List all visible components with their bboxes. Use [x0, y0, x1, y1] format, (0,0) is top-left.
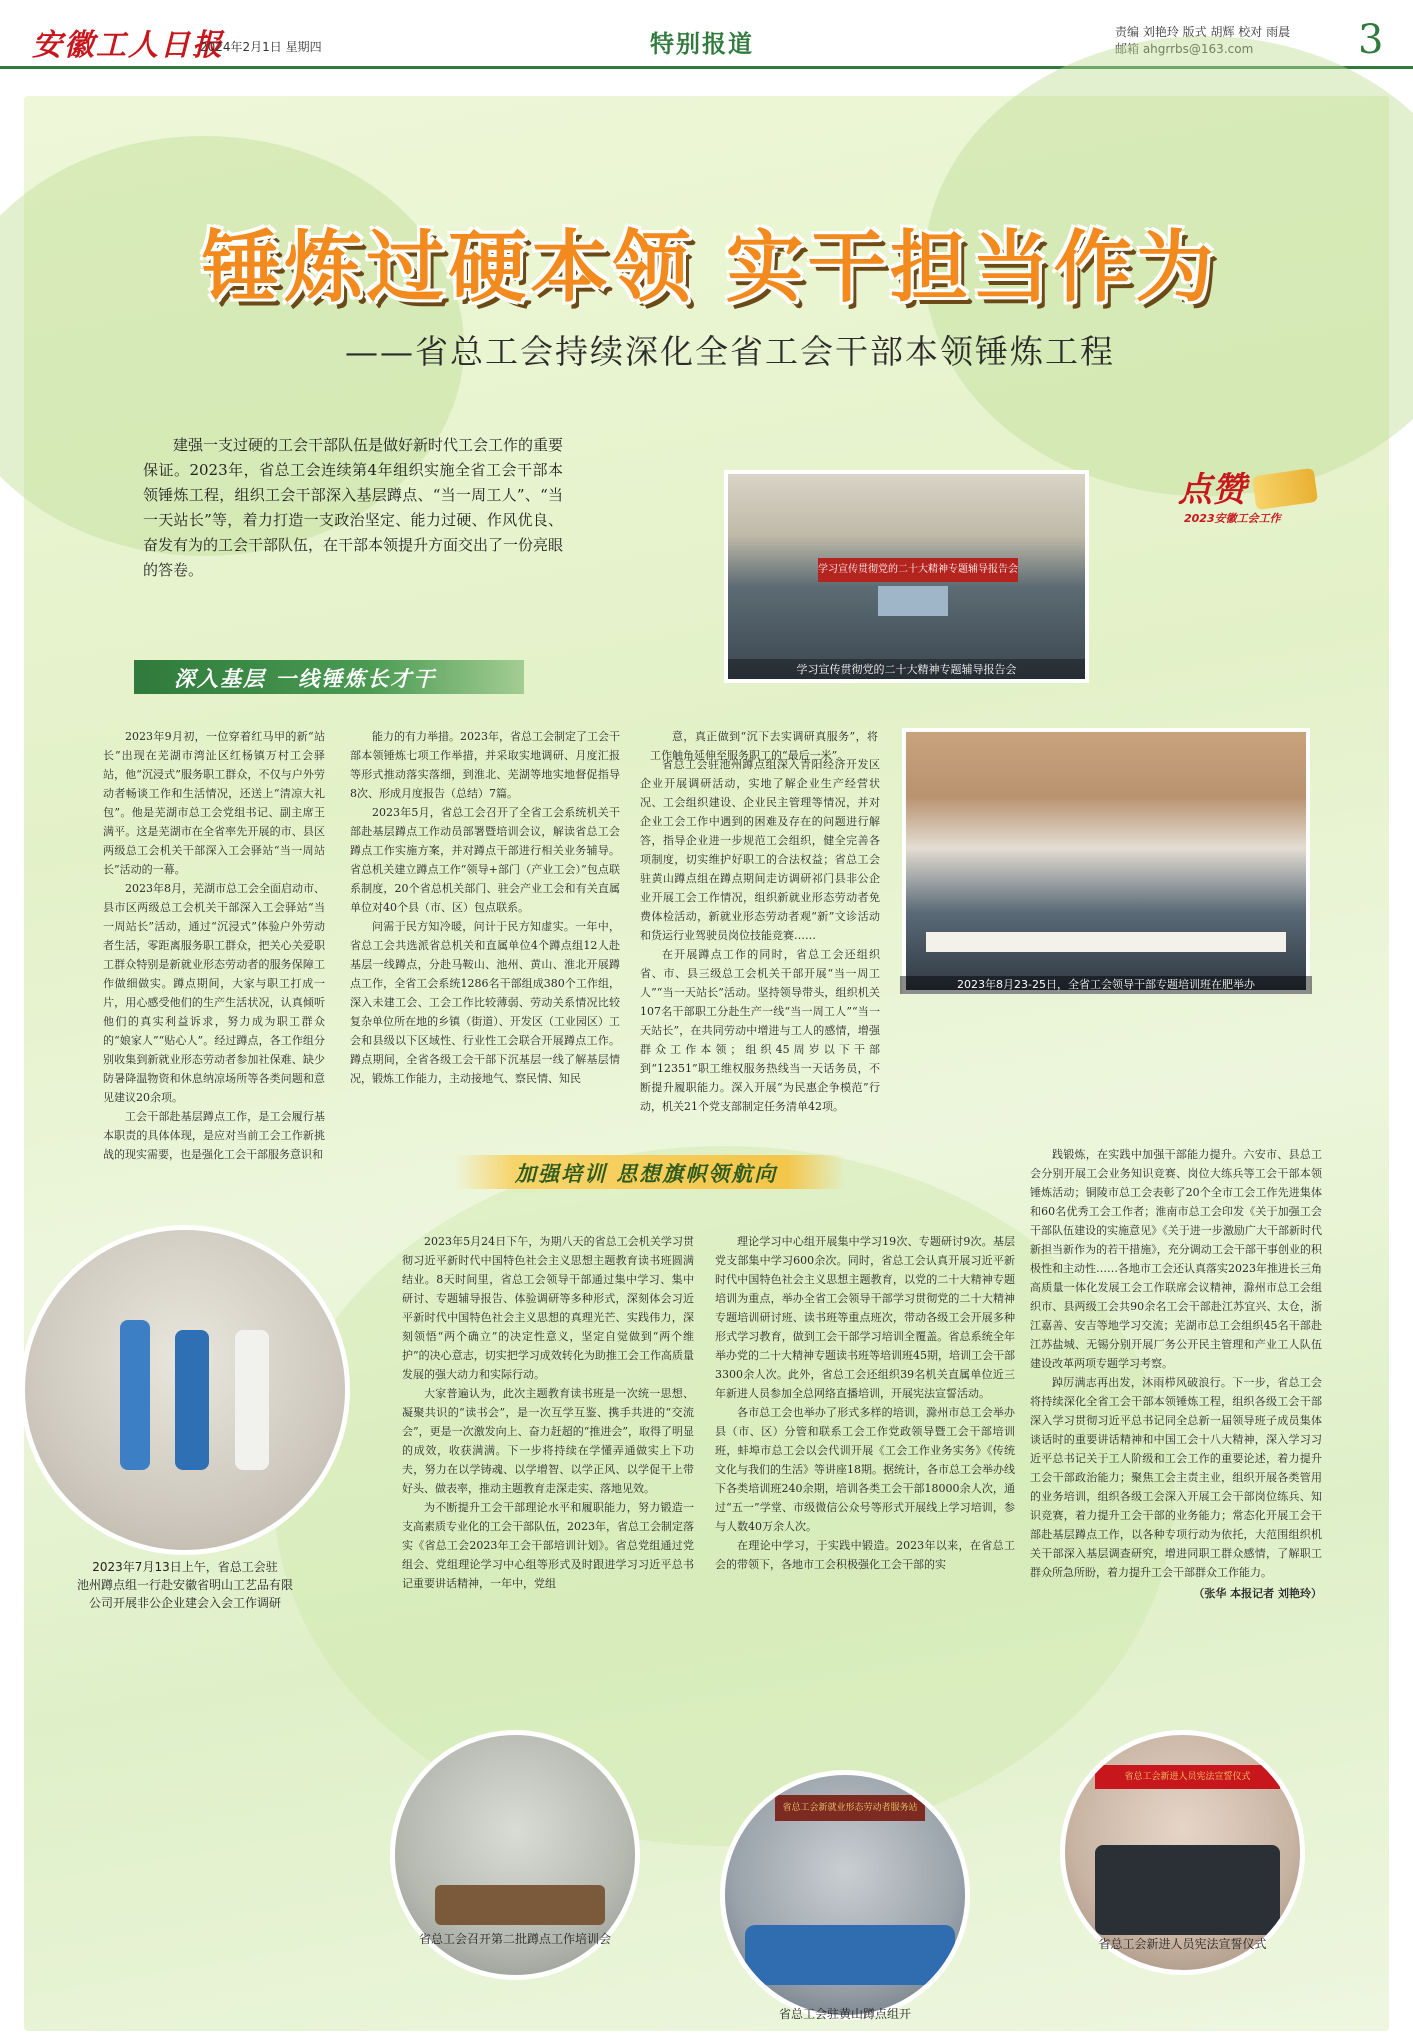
- paragraph: 大家普遍认为，此次主题教育读书班是一次统一思想、凝聚共识的“读书会”，是一次互学互鉴、携手共进的“交流会”，更是一次激发向上、奋力赶超的“推进会”，取得了明显的成效，收获满满。下一步将持续在学懂弄通做实上下功夫，努力在以学铸魂、以学增智、以学正风、以学促干上带好头、做表率，推动主题教育走深走实、落地见效。: [402, 1387, 694, 1495]
- section-banner-2: [455, 1155, 845, 1189]
- article-column-3b: [640, 755, 880, 1155]
- article-column-1: [103, 727, 325, 1161]
- paragraph: 2023年5月，省总工会召开了全省工会系统机关干部赴基层蹲点工作动员部署暨培训会议，解读省总工会蹲点工作实施方案，并对蹲点干部进行相关业务辅导。省总机关建立蹲点工作“领导+部门（产业工会）”包点联系制度，20个省总机关部门、驻会产业工会和有关直属单位对40个县（市、区）包点联系。: [350, 806, 620, 914]
- page-number: 3: [1358, 17, 1384, 63]
- workers-group: [745, 1925, 955, 1985]
- paragraph: 问需于民方知冷暖，问计于民方知虚实。一年中，省总工会共选派省总机关和直属单位4个蹲点组12人赴基层一线蹲点，分赴马鞍山、池州、黄山、淮北开展蹲点工作，全省工会系统1286名干部组成380个工作组，深入未建工会、工会工作比较薄弱、劳动关系情况比较复杂单位所在地的乡镇（街道）、开发区（工业园区）工会和县级以下区域性、行业性工会联合开展蹲点工作。蹲点期间，全省各级工会干部下沉基层一线了解基层情况，锻炼工作能力，主动接地气、察民情、知民: [350, 920, 620, 1085]
- paragraph: 在开展蹲点工作的同时，省总工会还组织省、市、县三级总工会机关干部开展“当一周工人”“当一天站长”活动。坚持领导带头，组织机关107名干部职工分赴生产一线“当一周工人”“当一天站长”，在共同劳动中增进与工人的感情，增强群众工作本领；组织45周岁以下干部到“12351”职工维权服务热线当一天话务员，不断提升履职能力。深入开展“为民惠企争模范”行动，机关21个党支部制定任务清单42项。: [640, 948, 880, 1113]
- article-column-5: [715, 1232, 1015, 1732]
- photo-workers-care: [720, 1770, 970, 2020]
- caption-line: 省总工会驻黄山蹲点组开: [778, 2007, 911, 2021]
- paragraph: 各市总工会也举办了形式多样的培训，滁州市总工会举办县（市、区）分管和联系工会工作党政领导暨工会干部培训班，蚌埠市总工会以会代训开展《工会工作业务实务》《传统文化与我们的生活》等讲座18期。据统计，各市总工会举办线下各类培训班240余期，培训各类工会干部18000余人次，通过“五一”学堂、市级微信公众号等形式开展线上学习培训，参与人数40万余人次。: [715, 1406, 1015, 1533]
- email-line: 邮箱 ahgrrbs@163.com: [1115, 42, 1254, 56]
- photo-lecture-hall: [724, 470, 1089, 683]
- projector-screen: [878, 586, 948, 616]
- issue-date: 2024年2月1日 星期四: [200, 40, 322, 54]
- byline: （张华 本报记者 刘艳玲）: [1193, 1587, 1322, 1600]
- section-title-2: 加强培训 思想旗帜领航向: [515, 1162, 778, 1186]
- lecture-banner: 学习宣传贯彻党的二十大精神专题辅导报告会: [818, 558, 1018, 582]
- photo-caption: 省总工会召开第二批蹲点工作培训会: [418, 1932, 611, 1946]
- caption-line: 2023年7月13日上午，省总工会驻: [92, 1560, 278, 1574]
- paragraph: 2023年9月初，一位穿着红马甲的新“站长”出现在芜湖市湾沚区红杨镇万村工会驿站，他“沉浸式”服务职工群众，不仅与户外劳动者畅谈工作和生活情况，还送上“清凉大礼包”。他是芜湖市总工会党组书记、副主席王满平。这是芜湖市在全省率先开展的市、县区两级总工会机关干部深入工会驿站“当一周站长”活动的一幕。: [103, 730, 325, 876]
- newspaper-logo: 安徽工人日报: [32, 28, 224, 63]
- photo-caption: 省总工会新进人员宪法宣誓仪式: [1098, 1937, 1267, 1951]
- sub-headline: ——省总工会持续深化全省工会干部本领锤炼工程: [345, 332, 1115, 371]
- paragraph: 工会干部赴基层蹲点工作，是工会履行基本职责的具体体现，是应对当前工会工作新挑战的现实需要，也是强化工会干部服务意识和: [103, 1110, 325, 1161]
- section-title: 特别报道: [650, 30, 754, 58]
- photo-training-class: [902, 728, 1310, 994]
- article-column-2: [350, 727, 620, 1147]
- paragraph: 能力的有力举措。2023年，省总工会制定了工会干部本领锤炼七项工作举措，并采取实地调研、月度汇报等形式推动落实落细，到淮北、芜湖等地实地督促指导8次、形成月度报告（总结）7篇。: [350, 730, 620, 800]
- article-column-4: [402, 1232, 694, 1732]
- section-banner-1: [134, 660, 524, 694]
- main-headline: 锤炼过硬本领 实干担当作为: [202, 223, 1218, 313]
- photo-caption: 学习宣传贯彻党的二十大精神专题辅导报告会: [728, 659, 1085, 679]
- article-column-6: [1030, 1145, 1322, 1735]
- paragraph: 在理论中学习，于实践中锻造。2023年以来，在省总工会的带领下，各地市工会积极强化工会干部的实: [715, 1539, 1015, 1571]
- article-column-3a: [650, 727, 878, 762]
- caption-line: 池州蹲点组一行赴安徽省明山工艺品有限: [76, 1578, 293, 1592]
- attendees-group: [1095, 1845, 1280, 1935]
- caption-line: 公司开展非公企业建会入会工作调研: [88, 1596, 281, 1610]
- desk-row: [926, 932, 1286, 952]
- service-station-sign: 省总工会新就业形态劳动者服务站: [775, 1795, 925, 1821]
- paragraph: 2023年8月，芜湖市总工会全面启动市、县市区两级总工会机关干部深入工会驿站“当一周站长”活动，通过“沉浸式”体验户外劳动者生活，零距离服务职工群众，把关心关爱职工群众特别是新就业形态劳动者的服务保障工作做细做实。蹲点期间，大家与职工打成一片，用心感受他们的生产生活状况，认真倾听他们的真实利益诉求，努力成为职工群众的“娘家人”“贴心人”。经过蹲点，各工作组分别收集到新就业形态劳动者参加社保难、缺少防暑降温物资和休息纳凉场所等各类问题和意见建议20余项。: [103, 882, 325, 1104]
- photo-caption-factory: [35, 1558, 335, 1612]
- person-figure: [235, 1330, 269, 1470]
- photo-caption-care: [735, 2005, 955, 2023]
- paragraph: 2023年5月24日下午，为期八天的省总工会机关学习贯彻习近平新时代中国特色社会主义思想主题教育读书班圆满结业。8天时间里，省总工会领导干部通过集中学习、集中研讨、专题辅导报告、体验调研等多种形式，深刻体会习近平新时代中国特色社会主义思想的真理光芒、实践伟力，深刻领悟“两个确立”的决定性意义，坚定自觉做到“两个维护”的决心意志，切实把学习成效转化为助推工会工作高质量发展的强大动力和实际行动。: [402, 1235, 694, 1381]
- paragraph: 踔厉满志再出发，沐雨栉风破浪行。下一步，省总工会将持续深化全省工会干部本领锤炼工程，组织各级工会干部深入学习贯彻习近平总书记同全总新一届领导班子成员集体谈话时的重要讲话精神和中国工会十八大精神，深入学习习近平总书记关于工人阶级和工会工作的重要论述，着力提升工会干部政治能力；聚焦工会主责主业，组织开展各类管用的业务培训，组织各级工会深入开展工会干部岗位练兵、知识竞赛，着力提升工会干部的业务能力；常态化开展工会干部赴基层蹲点工作，以各种专项行动为依托，大范围组织机关干部深入基层调查研究，增进同职工群众感情，了解职工群众所急所盼，着力提升工会干部群众工作能力。: [1030, 1376, 1322, 1579]
- paragraph: 为不断提升工会干部理论水平和履职能力，努力锻造一支高素质专业化的工会干部队伍，2023年，省总工会制定落实《省总工会2023年工会干部培训计划》。省总党组通过党组会、党组理论学习中心组等形式及时跟进学习习近平总书记重要讲话精神，一年中，党组: [402, 1501, 694, 1590]
- editor-line: 责编 刘艳玲 版式 胡辉 校对 雨晨: [1115, 25, 1291, 39]
- photo-caption: 2023年8月23-25日，全省工会领导干部专题培训班在肥举办: [900, 976, 1312, 994]
- person-figure: [120, 1320, 150, 1470]
- paragraph: 意，真正做到“沉下去实调研真服务”，将工作触角延伸至服务职工的“最后一米”。: [650, 730, 878, 762]
- ceremony-banner: 省总工会新进人员宪法宣誓仪式: [1095, 1765, 1280, 1789]
- stamp-title: 点赞: [1178, 470, 1246, 510]
- meeting-table: [435, 1885, 605, 1925]
- photo-factory-visit: [20, 1225, 350, 1555]
- scroll-icon: [1252, 468, 1318, 510]
- intro-paragraph: 建强一支过硬的工会干部队伍是做好新时代工会工作的重要保证。2023年，省总工会连续第4年组织实施全省工会干部本领锤炼工程，组织工会干部深入基层蹲点、“当一周工人”、“当一天站长”等，着力打造一支政治坚定、能力过硬、作风优良、奋发有为的工会干部队伍，在干部本领提升方面交出了一份亮眼的答卷。: [143, 436, 564, 579]
- person-figure: [175, 1330, 209, 1470]
- paragraph: 理论学习中心组开展集中学习19次、专题研讨9次。基层党支部集中学习600余次。同时，省总工会认真开展习近平新时代中国特色社会主义思想主题教育，以党的二十大精神专题培训为重点，举办全省工会领导干部学习贯彻党的二十大精神专题培训研讨班、读书班等重点班次，带动各级工会开展多种形式学习教育，做到工会干部学习培训全覆盖。省总系统全年举办党的二十大精神专题读书班等培训班45期，培训工会干部3300余人次。此外，省总工会还组织39名机关直属单位近三年新进人员参加全总网络直播培训，开展宪法宣誓活动。: [715, 1235, 1015, 1400]
- section-title-1: 深入基层 一线锤炼长才干: [174, 667, 437, 691]
- paragraph: 践锻炼，在实践中加强干部能力提升。六安市、县总工会分别开展工会业务知识竞赛、岗位大练兵等工会干部本领锤炼活动；铜陵市总工会表彰了20个全市工会工作先进集体和60名优秀工会工作者；淮南市总工会印发《关于加强工会干部队伍建设的实施意见》《关于进一步激励广大干部新时代新担当新作为的若干措施》，充分调动工会干部干事创业的积极性和主动性……各地市工会还认真落实2023年推进长三角高质量一体化发展工会工作联席会议精神，滁州市总工会组织市、县两级工会共90余名工会干部赴江苏宜兴、太仓，浙江嘉善、安吉等地学习交流；芜湖市总工会组织45名干部赴江苏盐城、无锡分别开展厂务公开民主管理和产业工人队伍建设改革两项专题学习考察。: [1030, 1148, 1322, 1370]
- paragraph: 省总工会驻池州蹲点组深入青阳经济开发区企业开展调研活动，实地了解企业生产经营状况、工会组织建设、企业民主管理等情况，并对企业工会工作中遇到的困难及存在的问题进行解答，指导企业进一步规范工会组织，健全完善各项制度，切实维护好职工的合法权益；省总工会驻黄山蹲点组在蹲点期间走访调研祁门县非公企业开展工会工作情况，组织新就业形态劳动者免费体检活动，新就业形态劳动者观“新”文诊活动和货运行业驾驶员岗位技能竞赛……: [640, 758, 880, 942]
- praise-stamp: [1178, 462, 1328, 542]
- stamp-subtitle: 2023安徽工会工作: [1184, 512, 1281, 525]
